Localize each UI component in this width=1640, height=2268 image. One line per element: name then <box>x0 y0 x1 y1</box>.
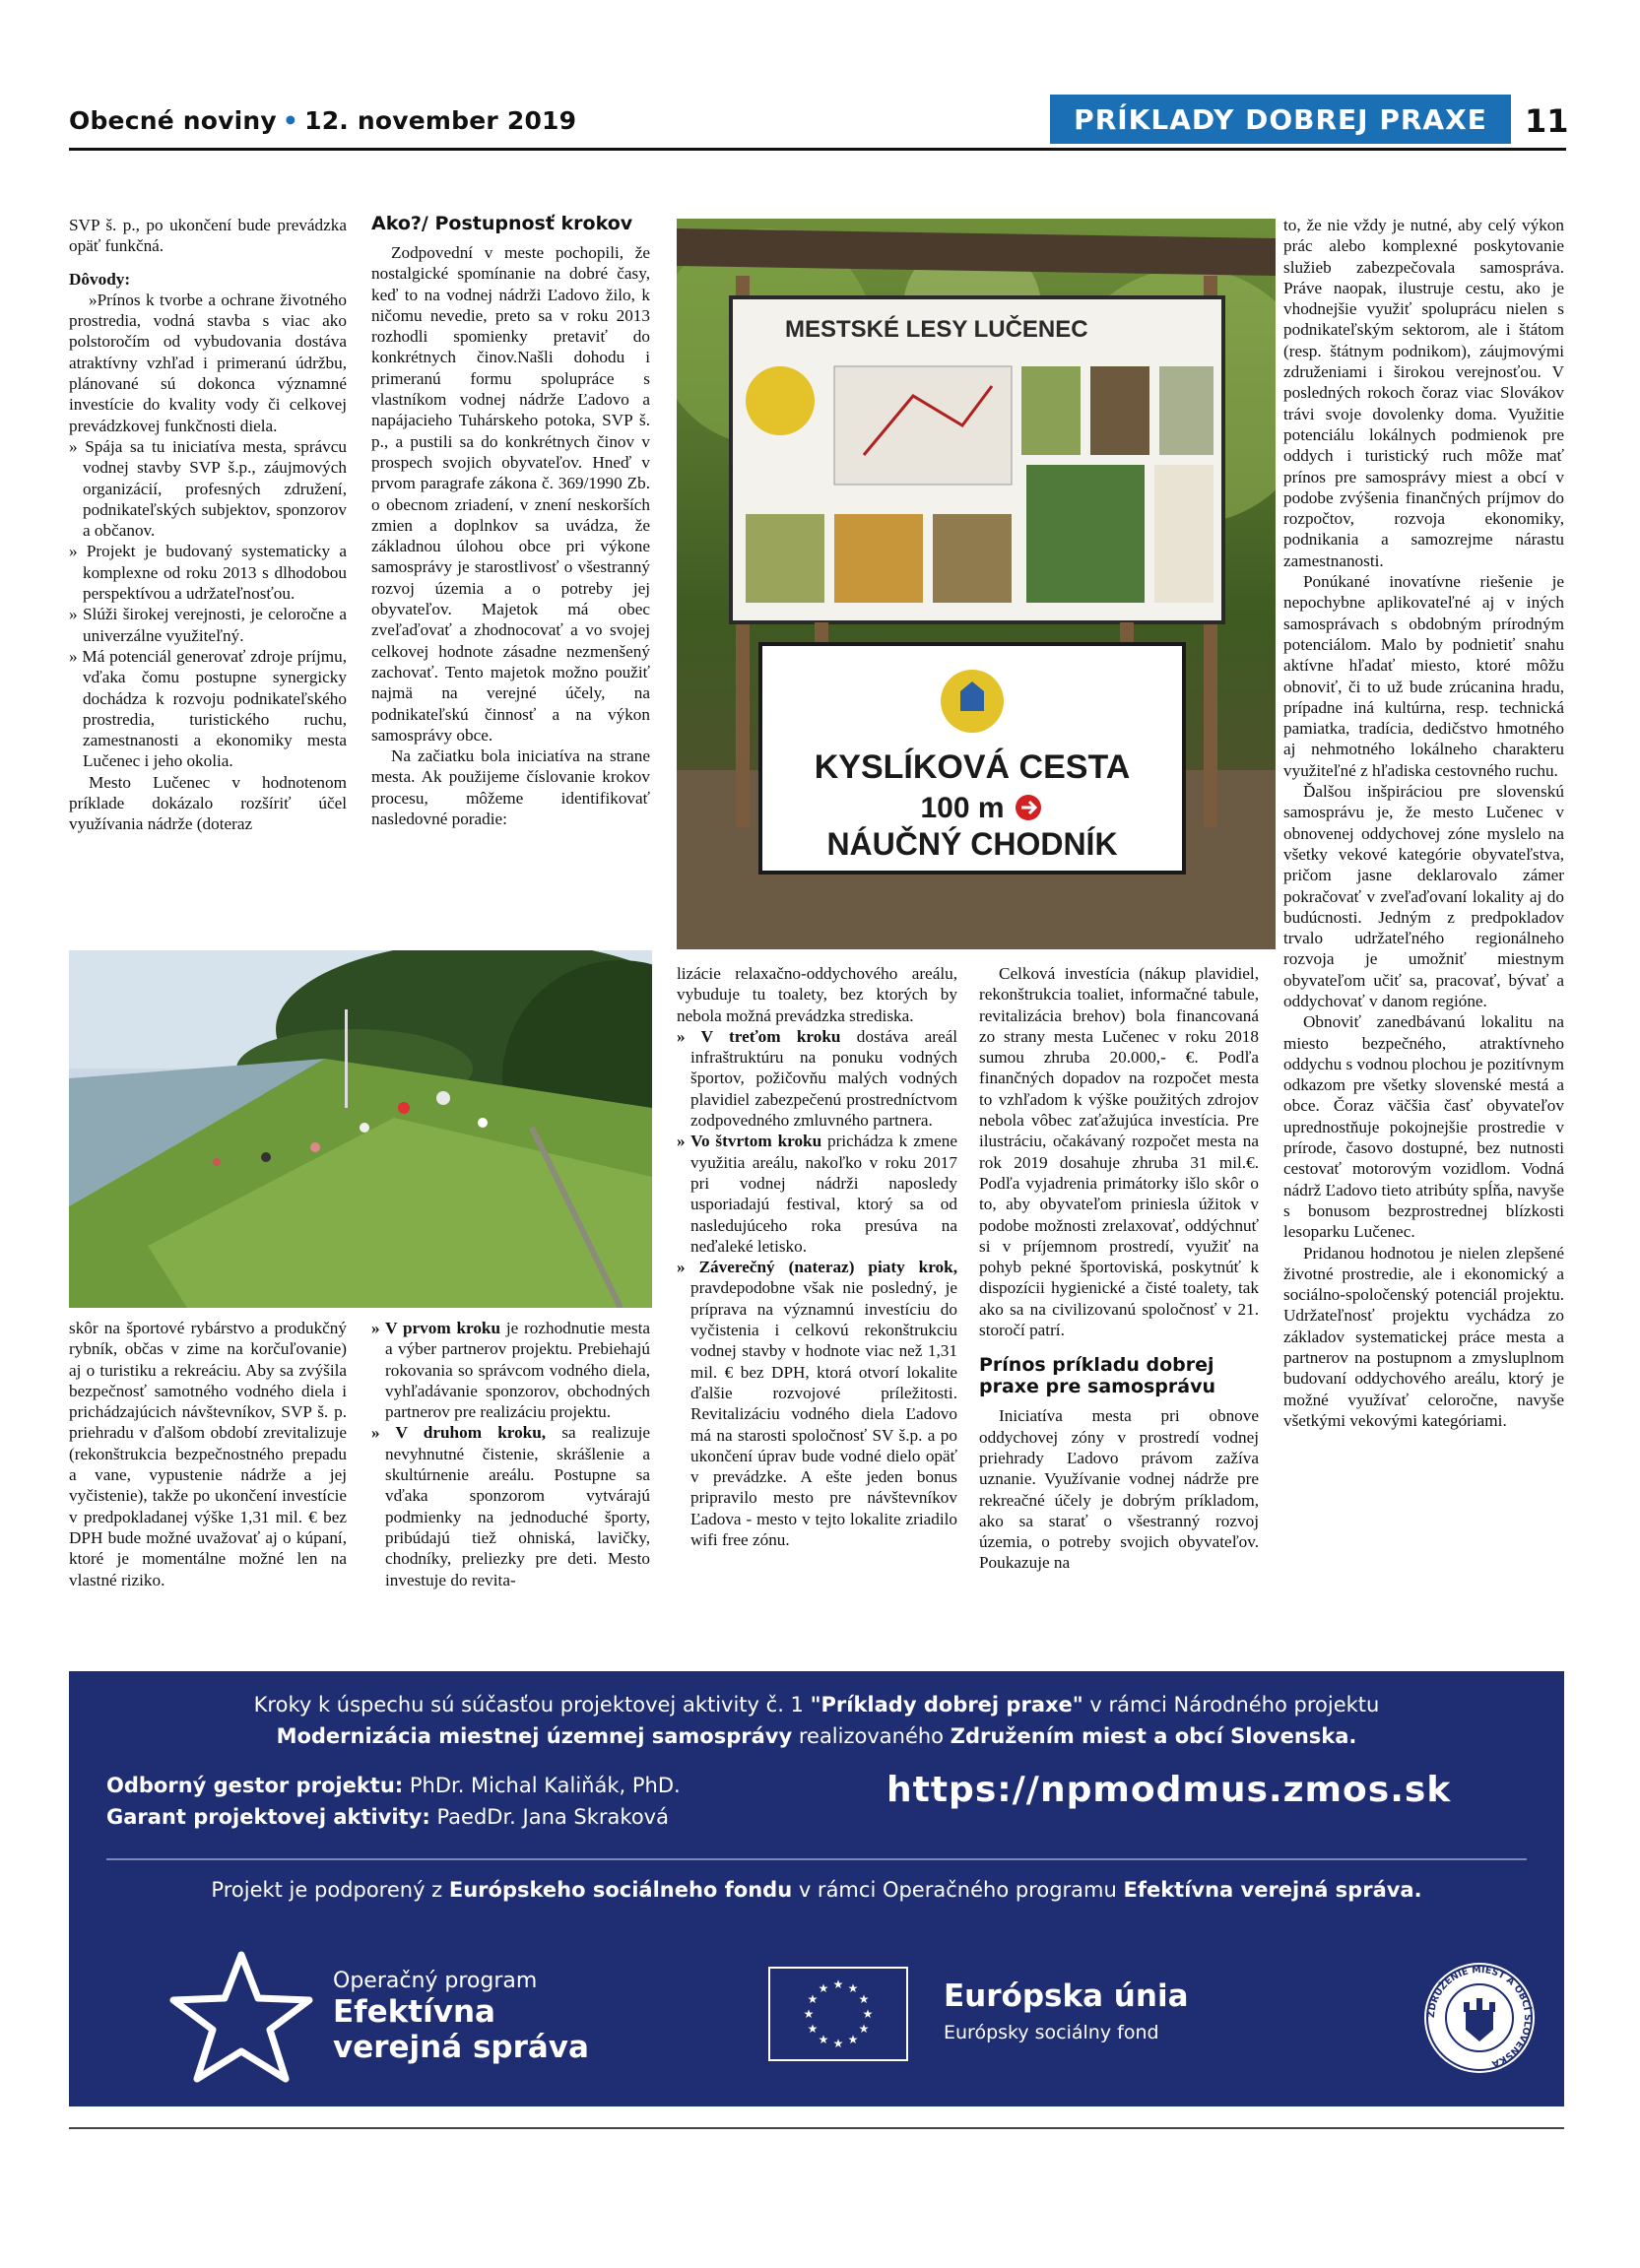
step-1: » V prvom kroku je rozhodnutie mesta a výber partnerov projektu. Prebiehajú rokovania so správcom vodného diela, vyhľadávanie sponzorov, obchodných partnerov pre realizáciu projektu. <box>371 1319 651 1422</box>
paragraph: skôr na športové rybárstvo a produkčný rybník, občas v zime na korčuľovanie) aj o turistiku a rekreáciu. Aby sa zvýšila bezpečnosť samotného vodného diela i prichádzajúcich návštevníkov, SVP š. p. priehradu v ďalšom období zrevitalizuje (rekonštrukcia bezpečnostného prepadu a vane, vypustenie nádrže a jej vyčistenie), takže po ukončení investície v predpokladanej výške 1,31 mil. € bez DPH bude možné uvažovať aj o kúpaní, ktoré je momentálne možné len na vlastné riziko. <box>69 1319 347 1589</box>
paragraph: Pridanou hodnotou je nielen zlepšené životné prostredie, ale i ekonomický a sociálno-spoločenský potenciál projektu. Udržateľnosť projektu vychádza zo základov systematickej práce mesta a partnerov na postupnom a zmysluplnom budovaní oddychového areálu, ktorý je možné využívať celoročne, navyše všetkými vekovými kategóriami. <box>1283 1243 1564 1430</box>
step-2-label: » V druhom kroku, <box>371 1423 547 1443</box>
section-heading: Prínos príkladu dobrej praxe pre samosprávu <box>979 1354 1216 1398</box>
sign-line-3: NÁUČNÝ CHODNÍK <box>826 826 1118 862</box>
sign-line-2: 100 m <box>920 792 1005 824</box>
step-2: » V druhom kroku, sa realizuje nevyhnutné čistenie, skrášlenie a skultúrnenie areálu. Postupne sa vďaka sponzorom vytvárajú podmienky na jednoduché športy, pribúdajú tiež ohniská, lavičky, chodníky, preliezky pre deti. Mesto investuje do revita- <box>371 1423 650 1589</box>
paragraph: Ponúkané inovatívne riešenie je nepochybne aplikovateľné aj v iných samosprávach s obdobným prírodným potenciálom. Malo by podnietiť snahu aktívne hľadať miesto, ktoré môžu obnoviť, či to už bude zrúcanina hradu, prípadne iná kultúrna, resp. technická pamiatka, tradícia, dedičstvo hmotného aj nehmotného lokálneho charakteru využiteľné z hľadiska cestovného ruchu. <box>1283 572 1564 780</box>
paragraph: Ďalšou inšpiráciou pre slovenskú samosprávu je, že mesto Lučenec v obnovenej oddychovej zóne myslelo na všetky vekové kategórie obyvateľstva, pričom jasne deklarovalo zámer pokračovať v zveľaďovaní lokality aj do budúcnosti. Jedným z predpokladov trvalo udržateľného regionálneho rozvoja je umožniť miestnym obyvateľom učiť sa, pracovať, bývať a oddychovať v danom regióne. <box>1283 782 1564 1010</box>
svg-text:★: ★ <box>818 1981 829 1995</box>
banner-line-1: Kroky k úspechu sú súčasťou projektovej aktivity č. 1 "Príklady dobrej praxe" v rámci Národného projektu <box>253 1693 1380 1717</box>
gestor-line: Odborný gestor projektu: PhDr. Michal Kaliňák, PhD. <box>106 1774 681 1797</box>
bullet-item: » Spája sa tu iniciatíva mesta, správcu vodnej stavby SVP š.p., záujmových organizácií, profesných združení, podnikateľských subjektov, sponzorov a občanov. <box>69 436 347 541</box>
paragraph: to, že nie vždy je nutné, aby celý výkon prác alebo komplexné poskytovanie služieb zabezpečovala samospráva. Práve naopak, ilustruje cestu, ako je vhodnejšie využiť spoluprácu nielen s podnikateľským sektorom, ale i štátom (resp. štátnym podnikom), záujmovými združeniami i širokou verejnosťou. V posledných rokoch čoraz viac Slovákov trávi svoje dovolenky doma. Využitie potenciálu lokálnych podmienok pre oddych i turistický ruch môže mať prínos pre samosprávy miest a obcí v podobe zvýšenia finančných príjmov do rozpočtov, rozvoja ekonomiky, podnikania a samozrejme nárastu zamestnanosti. <box>1283 216 1564 570</box>
paragraph: Iniciatíva mesta pri obnove oddychovej zóny v prostredí vodnej priehrady Ľadovo právom zažíva uznanie. Využívanie vodnej nádrže pre rekreačné účely je dobrým príkladom, ako sa starať o všestranný rozvoj územia, o potreby svojich obyvateľov. Poukazuje na <box>979 1406 1259 1573</box>
seal-ring-text: ZDRUŽENIE MIEST A OBCÍ SLOVENSKA <box>1425 1964 1534 2070</box>
step-1-label: » V prvom kroku <box>371 1319 501 1337</box>
svg-text:★: ★ <box>832 2037 844 2050</box>
issue-date: 12. november 2019 <box>304 106 577 135</box>
footer-rule <box>69 2127 1564 2129</box>
garant-line: Garant projektovej aktivity: PaedDr. Jana Skraková <box>106 1805 669 1829</box>
step-5: » Záverečný (nateraz) piaty krok, pravdepodobne však nie posledný, je príprava na významnú investíciu do vyčistenia i celkovú rekonštrukciu vodnej stavby v hodnote viac než 1,31 mil. € bez DPH, ktorá otvorí lokalite ďalšie rozvojové príležitosti. Revitalizáciu vodného diela Ľadovo má na starosti spoločnosť SV š.p. a po ukončení úprav bude vodné dielo opäť v prevádzke. A ešte jeden bonus pripravilo mesto pre návštevníkov Ľadova - mesto v tejto lokalite zriadilo wifi free zónu. <box>677 1258 957 1550</box>
svg-text:★: ★ <box>807 1992 819 2006</box>
zmos-seal-icon <box>1420 1959 1539 2077</box>
paragraph: Mesto Lučenec v hodnotenom príklade dokázalo rozšíriť účel využívania nádrže (doteraz <box>69 772 347 834</box>
bullet-item: » Projekt je budovaný systematicky a komplexne od roku 2013 s dlhodobou perspektívou a udržateľnosťou. <box>69 542 347 604</box>
eu-name: Európska únia <box>944 1978 1189 2014</box>
column-1 <box>69 215 347 835</box>
banner-line-2: Modernizácia miestnej územnej samosprávy realizovaného Združením miest a obcí Slovenska. <box>276 1724 1357 1748</box>
step-4: » Vo štvrtom kroku prichádza k zmene využitia areálu, nakoľko v roku 2017 pri vodnej nádrži naposledy usporiadajú festival, ktorý sa od nasledujúceho roka presúva na neďaleké letisko. <box>677 1132 957 1256</box>
paragraph: Zodpovední v meste pochopili, že nostalgické spomínanie na dobré časy, keď to na vodnej nádrži Ľadovo žilo, k ničomu nevedie, preto sa v roku 2013 rozhodli spomienky pretaviť do konkrétnych činov.Našli dohodu i primeranú formu spolupráce s vlastníkom vodnej nádrže Ľadovo a napájacieho Tuhárskeho potoka, SVP š. p., a pustili sa do konkrétnych činov v prospech svojich obyvateľov. Hneď v prvom paragrafe zákona č. 369/1990 Zb. o obecnom zriadení, v znení neskorších zmien a doplnkov sa uvádza, že základnou úlohou obce pri výkone samosprávy je starostlivosť o všestranný rozvoj územia a o potreby jej obyvateľov. Majetok má obec zveľaďovať a zhodnocovať a vo svojej celkovej hodnote zásadne nezmenšený zachovať. Tento majetok možno použiť najmä na verejné účely, na podnikateľskú činnosť a na výkon samosprávy obce. <box>371 243 650 745</box>
star-figure-icon <box>167 1949 315 2087</box>
photo-forest-signs <box>677 219 1276 949</box>
support-line: Projekt je podporený z Európskeho sociálneho fondu v rámci Operačného programu Efektívna verejná správa. <box>211 1878 1422 1902</box>
column-3 <box>677 963 957 1550</box>
column-5 <box>1283 215 1564 1431</box>
svg-text:★: ★ <box>862 2007 874 2021</box>
column-2-continued <box>371 1318 650 1590</box>
op-program-label: Operačný program <box>333 1969 538 1993</box>
header-rule <box>69 148 1566 151</box>
column-1-continued <box>69 1318 347 1590</box>
svg-text:★: ★ <box>832 1977 844 1991</box>
eu-flag-icon <box>768 1967 908 2061</box>
paragraph: SVP š. p., po ukončení bude prevádzka opäť funkčná. <box>69 216 347 256</box>
board-title: MESTSKÉ LESY LUČENEC <box>785 316 1088 343</box>
svg-text:★: ★ <box>858 1992 870 2006</box>
paragraph: Celková investícia (nákup plavidiel, rekonštrukcia toaliet, informačné tabule, revitalizácia brehov) bola financovaná zo strany mesta Lučenec v roku 2018 sumou zhruba 20.000,- €. Podľa finančných dopadov na rozpočet mesta to vzhľadom k výške použitých zdrojov nebola vôbec zaťažujúca investícia. Pre ilustráciu, očakávaný rozpočet mesta na rok 2019 dosahuje zhruba 31 mil.€. Podľa vyjadrenia primátorky išlo skôr o to, aby obyvateľom priniesla úžitok v podobe možnosti zrelaxovať, oddýchnuť si v príjemnom prostredí, využiť na pohyb pekné športoviská, poskytnúť k dispozícii hygienické a čisté toalety, tak ako sa na civilizovanú spoločnosť v 21. storočí patrí. <box>979 964 1259 1340</box>
step-5-label: » Záverečný (nateraz) piaty krok, <box>677 1258 957 1277</box>
section-title: PRÍKLADY DOBREJ PRAXE <box>1050 95 1511 144</box>
section-heading: Ako?/ Postupnosť krokov <box>371 213 633 234</box>
svg-text:★: ★ <box>847 1981 859 1995</box>
svg-text:★: ★ <box>807 2022 819 2036</box>
paragraph: Obnoviť zanedbávanú lokalitu na miesto bezpečného, atraktívneho oddychu s vodnou plochou je pozitívnym odkazom pre všetky slovenské mestá a obce. Čoraz väčšia časť obyvateľov uprednostňuje pokojnejšie prostredie v prírode, časovo dostupné, bez nutnosti cestovať motorovým vozidlom. Vodná nádrž Ľadovo tieto atribúty spĺňa, navyše s bonusom bezprostrednej blízkosti lesoparku Lučenec. <box>1283 1012 1564 1242</box>
paragraph: Na začiatku bola iniciatíva na strane mesta. Ak použijeme číslovanie krokov procesu, môžeme identifikovať nasledovné poradie: <box>371 746 650 829</box>
reasons-label: Dôvody: <box>69 269 131 289</box>
column-2 <box>371 213 650 829</box>
publication-name: Obecné noviny <box>69 106 277 135</box>
op-program-name-1: Efektívna <box>333 1994 495 2030</box>
project-banner <box>69 1671 1564 2106</box>
bullet-item: » Slúži širokej verejnosti, je celoročne a univerzálne využiteľný. <box>69 605 347 645</box>
column-4 <box>979 963 1259 1574</box>
step-3-label: » V treťom kroku <box>677 1026 841 1046</box>
header-separator: • <box>282 106 299 135</box>
step-4-label: » Vo štvrtom kroku <box>677 1132 822 1151</box>
esf-name: Európsky sociálny fond <box>944 2022 1159 2043</box>
sign-line-1: KYSLÍKOVÁ CESTA <box>814 748 1131 786</box>
page-number: 11 <box>1525 102 1569 140</box>
masthead <box>69 106 576 135</box>
project-url-link[interactable]: https://npmodmus.zmos.sk <box>886 1770 1452 1810</box>
svg-text:★: ★ <box>858 2022 870 2036</box>
svg-text:★: ★ <box>818 2033 829 2046</box>
svg-text:★: ★ <box>847 2033 859 2046</box>
paragraph: »Prínos k tvorbe a ochrane životného prostredia, vodná stavba s viac ako polstoročím od vybudovania dostáva atraktívny vzhľad i primeranú údržbu, plánované sú dokonca významné investície do kvality vody či celkovej prevádzkovej funkčnosti diela. <box>69 290 347 435</box>
step-3: » V treťom kroku dostáva areál infraštruktúru na ponuku vodných športov, požičovňu malých vodných plavidiel zabezpečenú prostredníctvom zodpovedného zmluvného partnera. <box>677 1026 957 1131</box>
svg-text:★: ★ <box>803 2007 815 2021</box>
banner-divider <box>106 1858 1527 1860</box>
bullet-item: » Má potenciál generovať zdroje príjmu, vďaka čomu postupne synergicky dochádza k rozvoju podnikateľského prostredia, turistického ruchu, zamestnanosti a ekonomiky mesta Lučenec i jeho okolia. <box>69 646 347 771</box>
paragraph: lizácie relaxačno-oddychového areálu, vybuduje tu toalety, bez ktorých by nebola možná prevádzka strediska. <box>677 964 957 1025</box>
photo-lake-beach <box>69 950 652 1308</box>
op-program-name-2: verejná správa <box>333 2030 589 2065</box>
